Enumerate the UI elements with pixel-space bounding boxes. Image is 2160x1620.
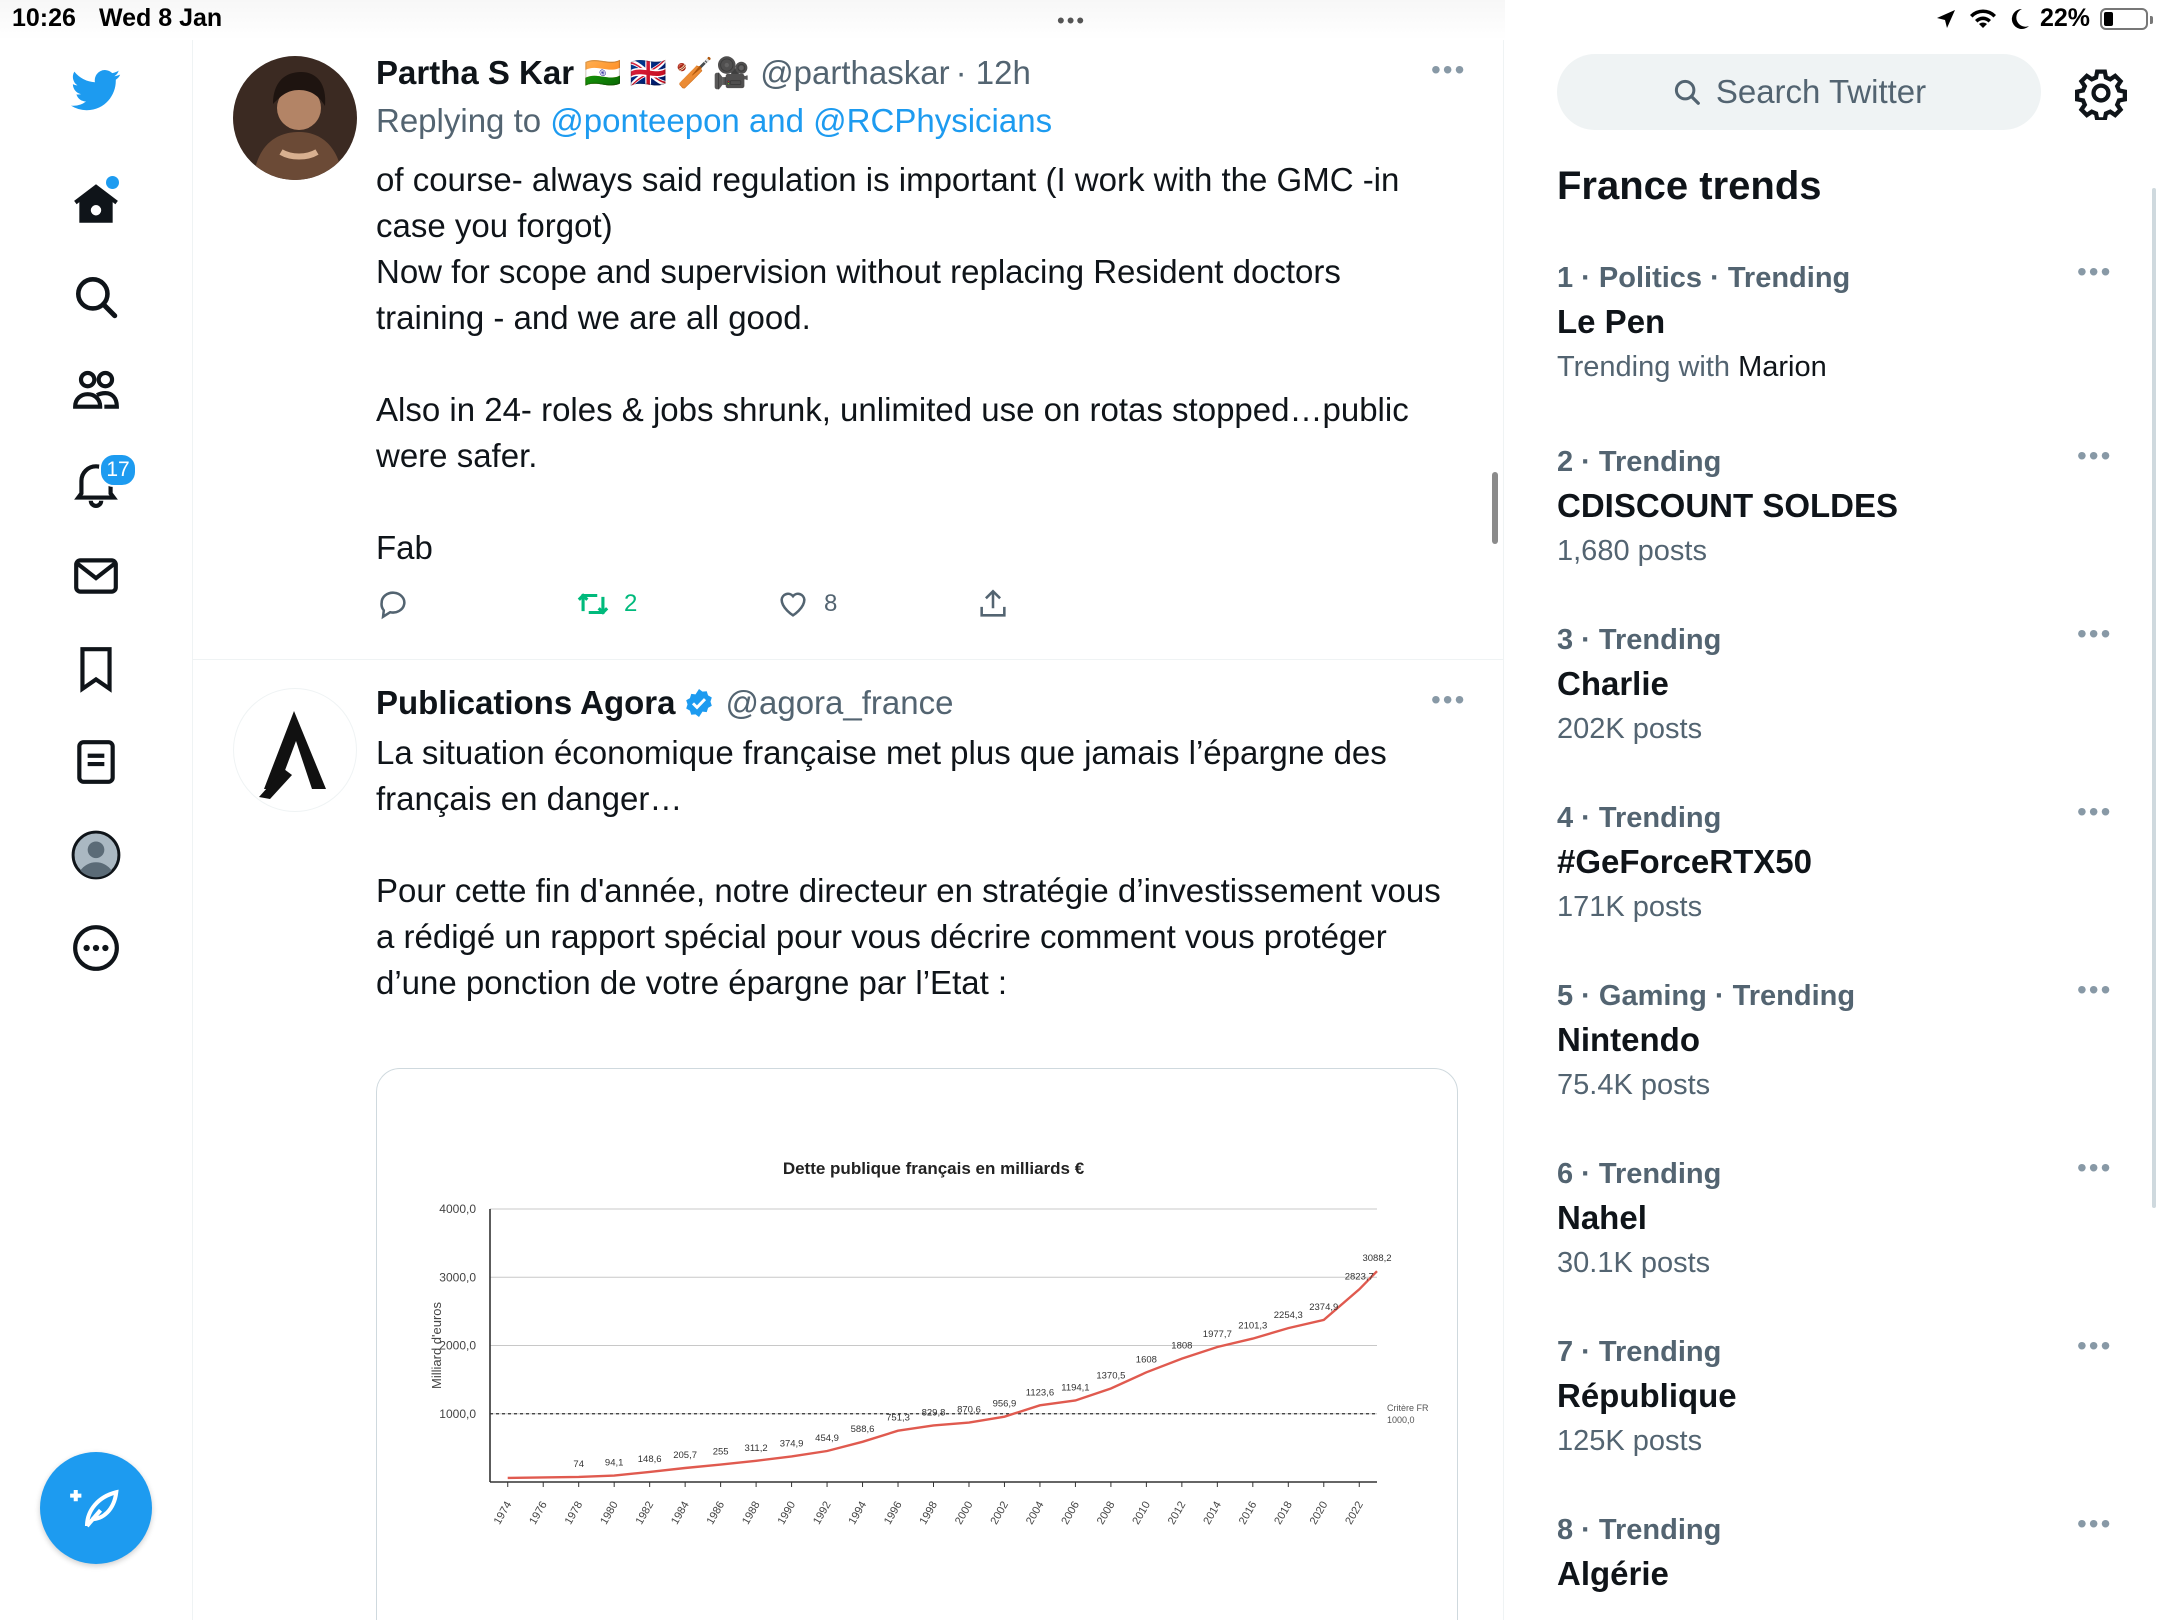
trend-sub: 125K posts xyxy=(1557,1425,1703,1457)
trend-name: Le Pen xyxy=(1557,303,1666,340)
chart-xtick-label: 2018 xyxy=(1272,1499,1295,1527)
chart-data-label: 3088,2 xyxy=(1362,1253,1392,1265)
trend-item[interactable] xyxy=(1557,1508,2117,1603)
chart-xtick-label: 2004 xyxy=(1023,1499,1047,1527)
communities-icon xyxy=(71,365,121,415)
chart-data-label: 588,6 xyxy=(850,1423,875,1435)
chart-data-label: 1370,5 xyxy=(1096,1370,1126,1382)
chart-xtick-label: 1978 xyxy=(562,1499,586,1527)
chart-data-label: 94,1 xyxy=(604,1457,624,1469)
retweet-button[interactable] xyxy=(576,587,637,621)
tweet-line: Pour cette fin d'année, notre directeur en stratégie d’investissement vous a rédigé un rapport spécial pour vous décrire comment vous protéger d’une ponction de votre épargne par l’Etat : xyxy=(376,872,1441,1001)
like-button[interactable] xyxy=(776,587,837,621)
chart-data-label: 1608 xyxy=(1135,1354,1157,1366)
chart-reference-label: 1000,0 xyxy=(1387,1414,1415,1425)
nav-lists[interactable] xyxy=(56,722,136,802)
status-bar xyxy=(0,0,2160,40)
trend-sub: 75.4K posts xyxy=(1557,1069,1711,1101)
retweet-icon xyxy=(576,587,610,621)
share-button[interactable] xyxy=(976,587,1010,621)
trend-name: République xyxy=(1557,1377,1737,1414)
chart-xtick-label: 1992 xyxy=(811,1499,834,1527)
trend-item[interactable] xyxy=(1557,1330,2117,1458)
tweet-time[interactable]: · 12h xyxy=(955,54,1031,91)
chart-xtick-label: 1974 xyxy=(491,1499,515,1527)
sidebar-scrollbar[interactable] xyxy=(2152,188,2156,1208)
messages-icon xyxy=(71,551,121,601)
trend-sub: 30.1K posts xyxy=(1557,1247,1711,1279)
moon-icon xyxy=(2008,7,2030,31)
chart-data-label: 454,9 xyxy=(815,1432,839,1444)
tweet-line: Now for scope and supervision without replacing Resident doctors training - and we are all good. xyxy=(376,253,1341,336)
nav-explore[interactable] xyxy=(56,257,136,337)
more-icon xyxy=(71,923,121,973)
tweet[interactable] xyxy=(193,40,1503,660)
nav-home[interactable] xyxy=(56,164,136,244)
chart-data-label: 374,9 xyxy=(779,1438,804,1450)
tweet-line: Fab xyxy=(376,529,433,566)
chart-data-label: 1808 xyxy=(1171,1340,1193,1352)
left-nav xyxy=(0,40,193,1620)
tweet-line: La situation économique française met plus que jamais l’épargne des français en danger… xyxy=(376,734,1387,817)
trend-item[interactable] xyxy=(1557,618,2117,746)
trend-more-icon[interactable]: ••• xyxy=(2077,1330,2113,1361)
chart-data-label: 829,8 xyxy=(921,1407,946,1419)
chart-xtick-label: 1976 xyxy=(527,1499,550,1527)
retweet-count: 2 xyxy=(624,590,638,617)
trend-sub: 1,680 posts xyxy=(1557,535,1707,567)
trend-name: Nahel xyxy=(1557,1199,1647,1236)
chart-data-label: 956,9 xyxy=(992,1398,1017,1410)
compose-feather-icon xyxy=(69,1481,123,1535)
chart-xtick-label: 2012 xyxy=(1165,1499,1189,1527)
tweet-line: of course- always said regulation is important (I work with the GMC -in case you forgot) xyxy=(376,161,1400,244)
trend-more-icon[interactable]: ••• xyxy=(2077,1508,2113,1539)
trend-more-icon[interactable]: ••• xyxy=(2077,1152,2113,1183)
chart-xtick-label: 1990 xyxy=(775,1499,799,1527)
chart-xtick-label: 2002 xyxy=(988,1499,1012,1527)
chart-ytick-label: 1000,0 xyxy=(439,1406,476,1421)
debt-chart xyxy=(377,1069,1457,1620)
nav-communities[interactable] xyxy=(56,350,136,430)
tweet[interactable] xyxy=(193,660,1503,1620)
chart-xtick-label: 2022 xyxy=(1343,1499,1366,1527)
trend-more-icon[interactable]: ••• xyxy=(2077,974,2113,1005)
home-unread-dot xyxy=(106,176,119,189)
trend-more-icon[interactable]: ••• xyxy=(2077,796,2113,827)
trend-sub-prefix: Trending with xyxy=(1557,351,1731,383)
trend-name: Nintendo xyxy=(1557,1021,1700,1058)
chart-data-label: 74 xyxy=(573,1458,584,1470)
chart-ytick-label: 3000,0 xyxy=(439,1270,476,1285)
tweet-text xyxy=(376,730,1456,1006)
chart-xtick-label: 1982 xyxy=(633,1499,657,1527)
trend-item[interactable] xyxy=(1557,974,2117,1102)
trend-item[interactable] xyxy=(1557,796,2117,924)
trend-sub-strong: Marion xyxy=(1738,351,1827,383)
chart-data-label: 205,7 xyxy=(673,1449,698,1461)
tweet-line: Also in 24- roles & jobs shrunk, unlimited use on rotas stopped…public were safer. xyxy=(376,391,1409,474)
trend-meta: 4 · Trending xyxy=(1557,802,1722,834)
trend-sub: 171K posts xyxy=(1557,891,1703,923)
chart-xtick-label: 1994 xyxy=(846,1499,870,1527)
trend-more-icon[interactable]: ••• xyxy=(2077,440,2113,471)
chart-xtick-label: 1998 xyxy=(917,1499,941,1527)
chart-xtick-label: 2008 xyxy=(1094,1499,1118,1527)
chart-xtick-label: 2014 xyxy=(1201,1499,1224,1527)
search-placeholder: Search Twitter xyxy=(1715,73,1927,110)
chart-xtick-label: 2016 xyxy=(1236,1499,1260,1527)
author-name[interactable]: Partha S Kar xyxy=(376,54,575,91)
replying-to-users[interactable]: @ponteepon and @RCPhysicians xyxy=(550,102,1053,139)
chart-data-label: 2101,3 xyxy=(1238,1320,1268,1332)
profile-icon xyxy=(71,830,121,880)
like-count: 8 xyxy=(824,590,838,617)
chart-data-label: 1123,6 xyxy=(1025,1387,1055,1399)
search-input[interactable] xyxy=(1557,54,2041,130)
name-emoji: 🇮🇳 🇬🇧 🏏🎥 xyxy=(584,56,751,90)
chart-xtick-label: 2010 xyxy=(1130,1499,1153,1527)
tweet-media-chart[interactable] xyxy=(376,1068,1458,1620)
status-date: Wed 8 Jan xyxy=(99,4,223,32)
trend-meta: 5 · Gaming · Trending xyxy=(1557,980,1856,1012)
trend-sub xyxy=(1557,351,2117,384)
battery-percent: 22% xyxy=(2039,4,2090,32)
chart-data-label: 255 xyxy=(712,1446,729,1458)
right-sidebar xyxy=(1504,40,2160,1620)
chart-xtick-label: 2000 xyxy=(952,1499,976,1527)
chart-ytick-label: 2000,0 xyxy=(439,1338,476,1353)
author-handle[interactable]: @parthaskar xyxy=(760,54,950,91)
trend-meta: 1 · Politics · Trending xyxy=(1557,262,1851,294)
timeline[interactable] xyxy=(193,40,1504,1620)
chart-title: Dette publique français en milliards € xyxy=(782,1159,1085,1178)
twitter-bird-icon[interactable] xyxy=(56,50,136,130)
avatar[interactable] xyxy=(233,56,357,180)
tweet-text xyxy=(376,157,1456,571)
chart-data-label: 311,2 xyxy=(744,1442,768,1454)
nav-messages[interactable] xyxy=(56,536,136,616)
tweet-more-icon[interactable]: ••• xyxy=(1431,684,1467,715)
chart-data-label: 1977,7 xyxy=(1202,1329,1232,1341)
chart-xtick-label: 2006 xyxy=(1059,1499,1083,1527)
settings-gear-icon[interactable] xyxy=(2074,66,2128,120)
nav-profile[interactable] xyxy=(56,815,136,895)
chart-reference-label: Critère FR xyxy=(1387,1402,1429,1413)
trend-meta: 2 · Trending xyxy=(1557,446,1722,478)
wifi-icon xyxy=(1968,7,1998,31)
search-icon xyxy=(1672,77,1702,107)
chart-xtick-label: 1980 xyxy=(598,1499,621,1527)
trend-name: Algérie xyxy=(1557,1555,1669,1592)
trend-sub: 202K posts xyxy=(1557,713,1703,745)
replying-to-label: Replying to xyxy=(376,102,542,139)
location-icon xyxy=(1934,7,1958,31)
trend-more-icon[interactable]: ••• xyxy=(2077,618,2113,649)
trend-meta: 7 · Trending xyxy=(1557,1336,1722,1368)
trend-meta: 8 · Trending xyxy=(1557,1514,1722,1546)
notifications-badge: 17 xyxy=(99,453,137,487)
tweet-more-icon[interactable]: ••• xyxy=(1431,54,1467,85)
search-icon xyxy=(71,272,121,322)
tweet-header xyxy=(376,684,953,722)
multitasking-dots[interactable]: ••• xyxy=(1057,8,1087,33)
trend-more-icon[interactable]: ••• xyxy=(2077,256,2113,287)
avatar[interactable] xyxy=(233,688,357,812)
lists-icon xyxy=(71,737,121,787)
chart-data-label: 1194,1 xyxy=(1061,1382,1090,1394)
trend-name: #GeForceRTX50 xyxy=(1557,843,1812,880)
heart-icon xyxy=(776,587,810,621)
trends-title: France trends xyxy=(1557,164,1822,208)
chart-series-line xyxy=(508,1271,1377,1478)
author-handle[interactable]: @agora_france xyxy=(725,684,954,721)
chart-data-label: 148,6 xyxy=(637,1453,662,1465)
chart-data-label: 2254,3 xyxy=(1273,1310,1303,1322)
reply-icon xyxy=(376,587,410,621)
share-icon xyxy=(976,587,1010,621)
nav-notifications[interactable] xyxy=(56,443,136,523)
chart-ytick-label: 4000,0 xyxy=(439,1202,476,1216)
reply-button[interactable] xyxy=(376,587,410,621)
trend-name: Charlie xyxy=(1557,665,1669,702)
chart-xtick-label: 1996 xyxy=(881,1499,905,1527)
chart-xtick-label: 1986 xyxy=(704,1499,728,1527)
trend-item[interactable] xyxy=(1557,1152,2117,1280)
status-right xyxy=(1934,4,2148,33)
compose-button[interactable] xyxy=(40,1452,152,1564)
tweet-actions xyxy=(376,587,1076,631)
chart-xtick-label: 2020 xyxy=(1307,1499,1331,1527)
chart-data-label: 751,3 xyxy=(886,1412,910,1424)
chart-xtick-label: 1984 xyxy=(669,1499,692,1527)
bookmarks-icon xyxy=(71,644,121,694)
trend-meta: 6 · Trending xyxy=(1557,1158,1722,1190)
chart-data-label: 2823,7 xyxy=(1344,1271,1374,1283)
battery-icon xyxy=(2100,8,2148,30)
nav-bookmarks[interactable] xyxy=(56,629,136,709)
author-name[interactable]: Publications Agora xyxy=(376,684,676,721)
tweet-header xyxy=(376,54,1031,92)
chart-data-label: 2374,9 xyxy=(1309,1301,1339,1313)
chart-ylabel: Milliard d'euros xyxy=(429,1301,444,1390)
chart-data-label: 870,6 xyxy=(957,1404,981,1416)
verified-badge-icon xyxy=(683,687,715,719)
replying-to xyxy=(376,102,1052,140)
status-time: 10:26 xyxy=(12,4,76,32)
trend-item[interactable] xyxy=(1557,440,2117,568)
trend-name: CDISCOUNT SOLDES xyxy=(1557,487,1899,524)
nav-more[interactable] xyxy=(56,908,136,988)
trend-meta: 3 · Trending xyxy=(1557,624,1722,656)
chart-xtick-label: 1988 xyxy=(740,1499,763,1527)
trend-item[interactable] xyxy=(1557,256,2117,384)
